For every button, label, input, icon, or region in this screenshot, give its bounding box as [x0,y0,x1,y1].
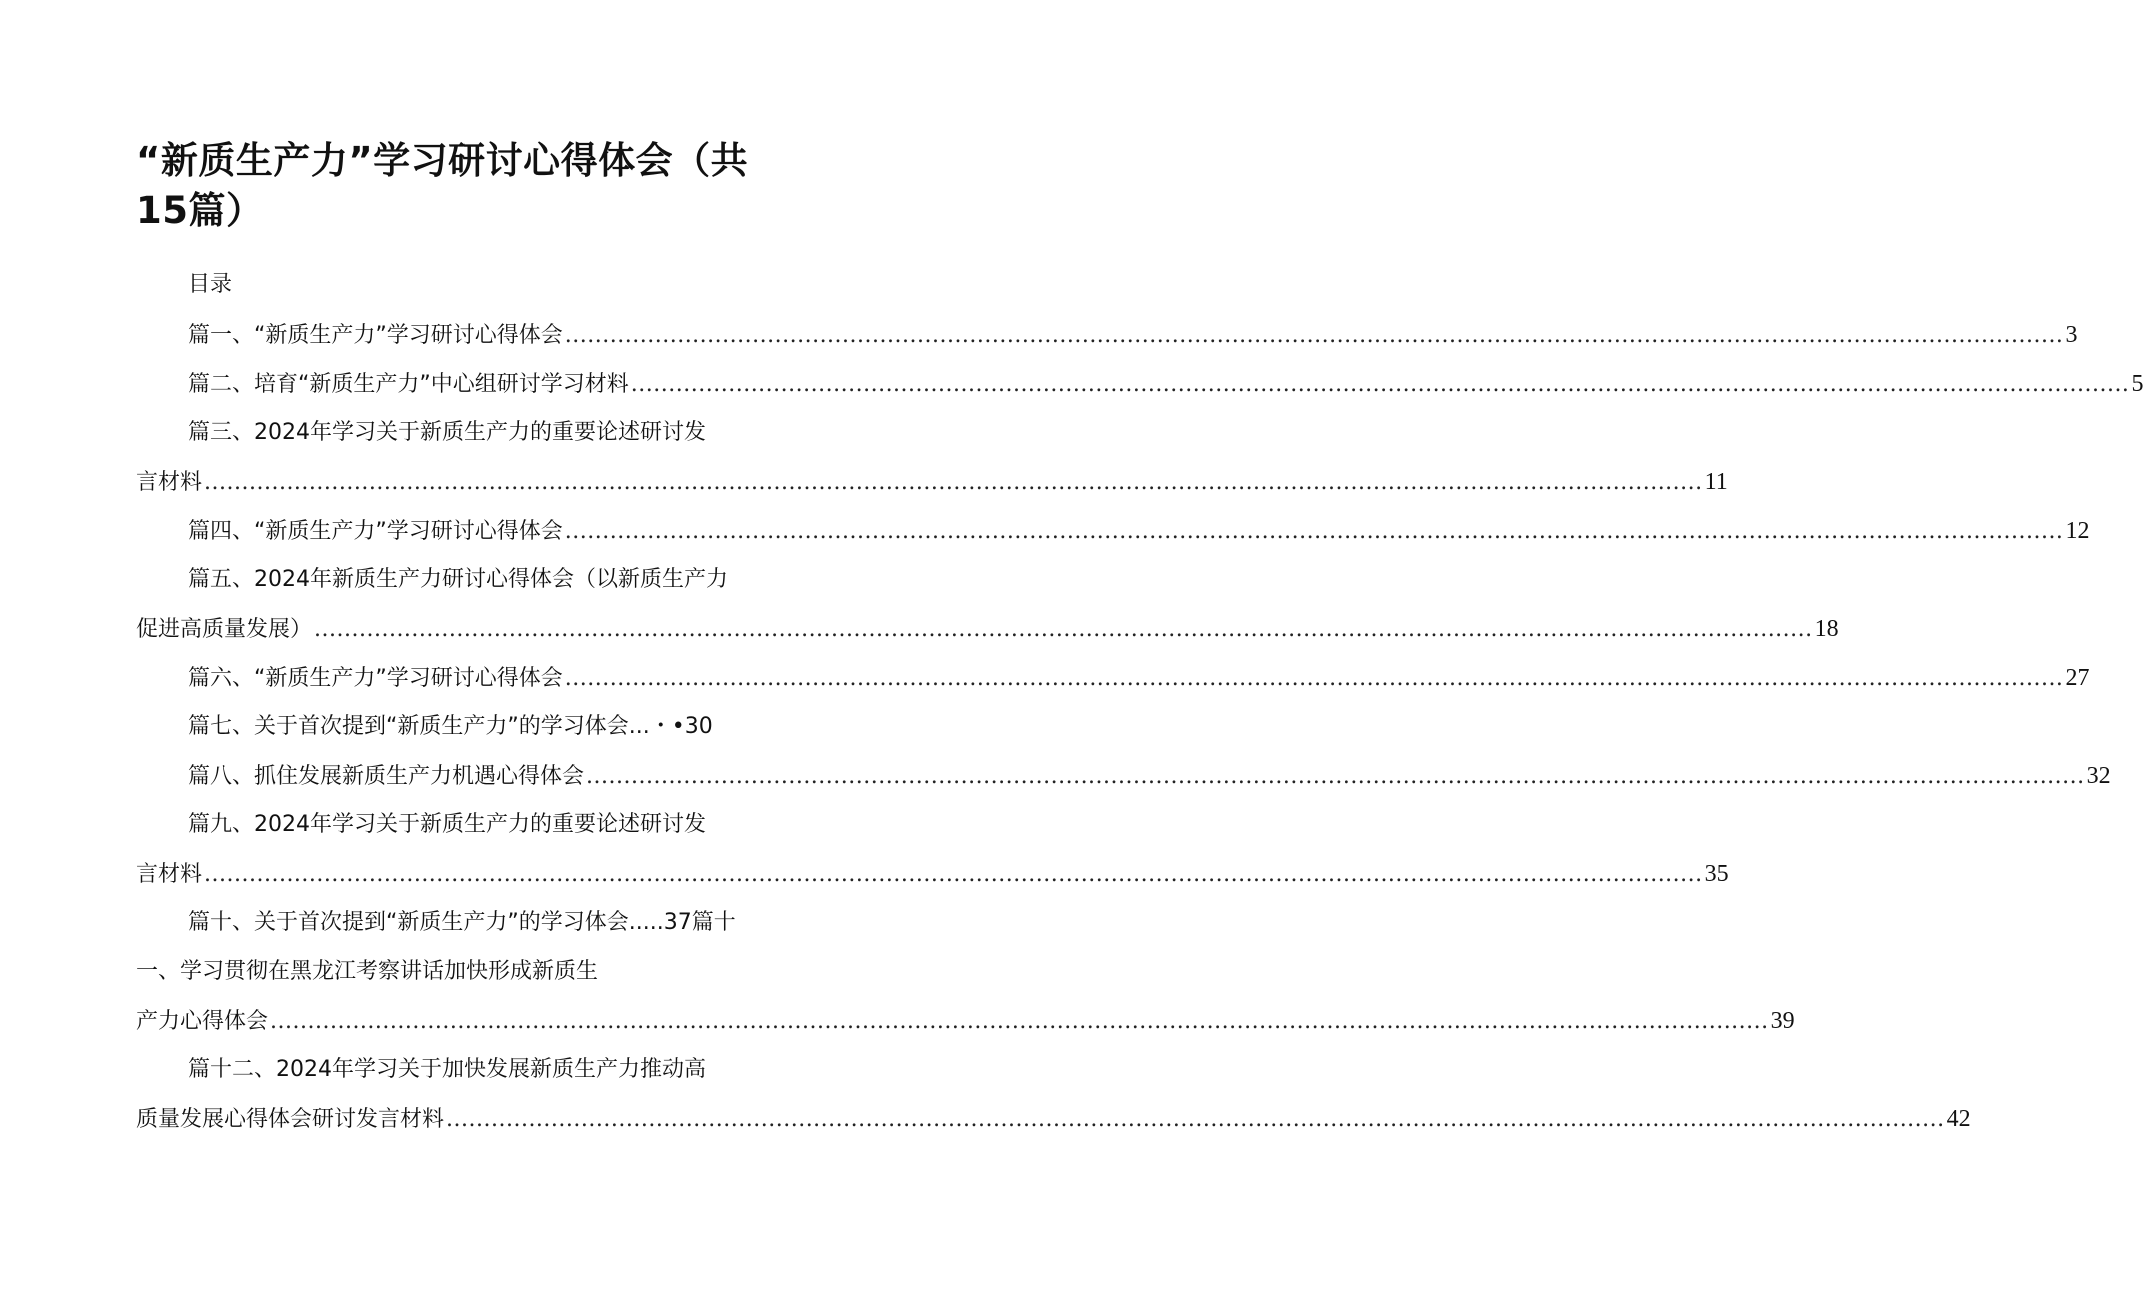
toc-entry[interactable] [136,465,1728,499]
toc-entry-text: 篇二、培育“新质生产力”中心组研讨学习材料 [188,372,629,397]
toc-entry-text: 篇三、2024年学习关于新质生产力的重要论述研讨发 [188,420,706,445]
toc-entry[interactable] [136,1102,1971,1136]
page-number: 42 [1946,1106,1971,1132]
toc-entry[interactable] [188,1053,730,1087]
toc-entry-text: 篇八、抓住发展新质生产力机遇心得体会 [188,764,585,789]
document-title: “新质生产力”学习研讨心得体会（共15篇） [136,139,749,232]
toc-entry-text: 言材料 [136,862,203,887]
toc-entry[interactable] [188,710,752,744]
dot-leader: ........................................................................................................................................................................................................ [204,470,1703,495]
page-number: 18 [1814,616,1839,642]
page-number: 3 [2065,322,2078,348]
toc-entry-text: 促进高质量发展） [136,617,313,642]
dot-leader: ........................................................................................................................................................................................................ [586,764,2085,789]
toc-entry-text: 产力心得体会 [136,1009,269,1034]
toc-heading: 目录 [188,272,233,297]
dot-leader: ........................................................................................................................................................................................................ [630,372,2130,397]
dot-leader: ........................................................................................................................................................................................................ [314,617,1813,642]
toc-entry-text: 质量发展心得体会研讨发言材料 [136,1107,445,1132]
toc-entry-text: 篇六、“新质生产力”学习研讨心得体会 [188,666,563,691]
toc-entry[interactable] [188,906,786,940]
toc-entry-text: 篇十、关于首次提到“新质生产力”的学习体会.....37篇十 [188,910,736,935]
toc-entry-text: 篇四、“新质生产力”学习研讨心得体会 [188,519,563,544]
dot-leader: ........................................................................................................................................................................................................ [564,519,2064,544]
toc-entry-text: 一、学习贯彻在黑龙江考察讲话加快形成新质生 [136,959,599,984]
page-number: 11 [1704,469,1728,495]
page-number: 35 [1704,861,1729,887]
page-number: 27 [2065,665,2090,691]
dot-leader: ........................................................................................................................................................................................................ [446,1107,1945,1132]
toc-entry[interactable] [188,367,2143,401]
toc-entry[interactable] [188,808,730,842]
toc-entry[interactable] [188,416,730,450]
page-number: 39 [1770,1008,1795,1034]
toc-entry[interactable] [188,563,752,597]
page-number: 12 [2065,518,2090,544]
toc-entry[interactable] [188,514,2090,548]
toc-entry[interactable] [136,1004,1795,1038]
toc-entry[interactable] [136,955,680,989]
toc-entry[interactable] [136,612,1839,646]
dot-leader: ........................................................................................................................................................................................................ [564,323,2064,348]
dot-leader: ........................................................................................................................................................................................................ [270,1009,1769,1034]
toc-entry[interactable] [188,318,2078,352]
toc-entry-text: 篇五、2024年新质生产力研讨心得体会（以新质生产力 [188,567,728,592]
dot-leader: ........................................................................................................................................................................................................ [204,862,1703,887]
toc-entry-text: 篇七、关于首次提到“新质生产力”的学习体会...・•30 [188,714,713,739]
toc-entry-text: 言材料 [136,470,203,495]
dot-leader: ........................................................................................................................................................................................................ [564,666,2064,691]
toc-entry-text: 篇一、“新质生产力”学习研讨心得体会 [188,323,563,348]
page-number: 32 [2086,763,2111,789]
toc-entry[interactable] [188,661,2090,695]
toc-entry[interactable] [188,759,2111,793]
toc-entry[interactable] [136,857,1729,891]
page-number: 5 [2131,371,2143,397]
toc-entry-text: 篇九、2024年学习关于新质生产力的重要论述研讨发 [188,812,706,837]
toc-entry-text: 篇十二、2024年学习关于加快发展新质生产力推动高 [188,1057,706,1082]
